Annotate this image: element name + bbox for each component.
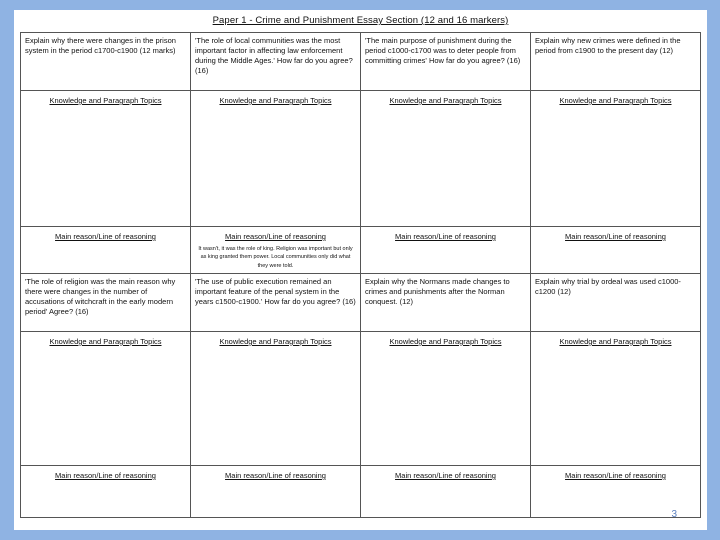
reason-cell[interactable] [191,227,361,274]
question-row-1 [21,33,701,91]
knowledge-heading: Knowledge and Paragraph Topics [219,336,332,346]
question-cell [531,273,701,331]
question-text: Explain why there were changes in the prison system in the period c1700-c1900 (12 marks) [25,36,176,56]
knowledge-cell[interactable] [361,91,531,227]
worksheet-page [14,10,707,530]
knowledge-heading: Knowledge and Paragraph Topics [559,96,672,105]
reason-heading: Main reason/Line of reasoning [565,232,666,241]
knowledge-cell[interactable] [191,91,361,227]
knowledge-cell[interactable] [191,331,361,465]
question-text: Explain why the Normans made changes to crimes and punishments after the Norman conquest. (12) [365,276,510,307]
handwritten-note: It wasn't, it was the role of king. Religion was important but only as king granted them power. Local communities only did what they were told. [198,246,353,269]
page-title: Paper 1 - Crime and Punishment Essay Section (12 and 16 markers) [212,15,509,26]
knowledge-heading: Knowledge and Paragraph Topics [389,96,502,105]
reason-heading: Main reason/Line of reasoning [225,232,326,241]
reason-cell[interactable] [531,227,701,274]
question-cell [21,33,191,91]
knowledge-cell[interactable] [531,331,701,465]
question-text: 'The role of local communities was the most important factor in affecting law enforcement during the Middle Ages.' How far do you agree? (16) [195,36,353,76]
knowledge-cell[interactable] [21,331,191,465]
knowledge-heading: Knowledge and Paragraph Topics [49,96,162,105]
question-row-2 [21,273,701,331]
question-cell [191,33,361,91]
reason-heading: Main reason/Line of reasoning [565,470,666,480]
question-cell [191,273,361,331]
knowledge-heading: Knowledge and Paragraph Topics [49,336,162,346]
reason-cell[interactable] [21,227,191,274]
knowledge-cell[interactable] [361,331,531,465]
reason-cell[interactable] [21,465,191,517]
reason-row-2 [21,465,701,517]
knowledge-heading: Knowledge and Paragraph Topics [219,96,332,105]
question-text: Explain why new crimes were defined in the period from c1900 to the present day (12) [535,36,681,56]
question-text: 'The role of religion was the main reason why there were changes in the number of accusations of witchcraft in the early modern period' Agree? (16) [25,276,176,317]
knowledge-row-2 [21,331,701,465]
knowledge-cell[interactable] [21,91,191,227]
reason-heading: Main reason/Line of reasoning [55,232,156,241]
question-cell [361,33,531,91]
reason-cell[interactable] [361,227,531,274]
question-cell [361,273,531,331]
knowledge-heading: Knowledge and Paragraph Topics [559,336,672,346]
reason-heading: Main reason/Line of reasoning [395,232,496,241]
knowledge-cell[interactable] [531,91,701,227]
reason-cell[interactable] [361,465,531,517]
reason-heading: Main reason/Line of reasoning [225,470,326,480]
question-text: 'The use of public execution remained an important feature of the penal system in the years c1500-c1900.' How far do you agree? (16) [195,276,356,307]
knowledge-heading: Knowledge and Paragraph Topics [389,336,502,346]
knowledge-row-1 [21,91,701,227]
reason-heading: Main reason/Line of reasoning [55,470,156,480]
question-text: 'The main purpose of punishment during the period c1000-c1700 was to deter people from committing crimes' How far do you agree? (16) [365,36,521,66]
question-cell [531,33,701,91]
reason-row-1 [21,227,701,274]
essay-grid [20,32,701,518]
question-cell [21,273,191,331]
question-text: Explain why trial by ordeal was used c1000-c1200 (12) [535,276,681,296]
reason-cell[interactable] [191,465,361,517]
reason-heading: Main reason/Line of reasoning [395,470,496,480]
page-number: 3 [671,509,677,520]
